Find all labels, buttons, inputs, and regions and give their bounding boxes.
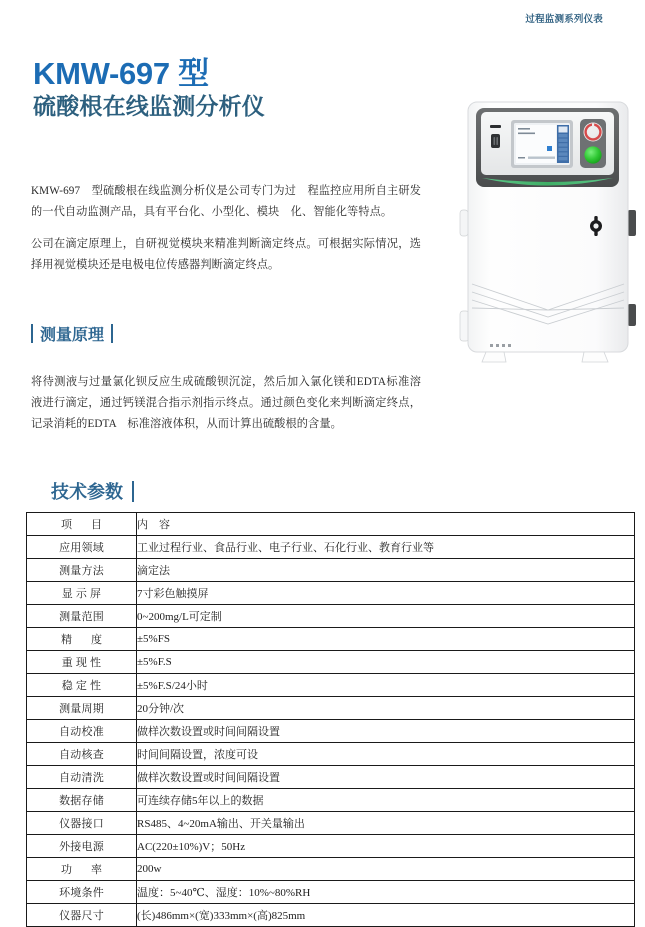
table-cell-key: 自动清洗 <box>27 766 137 789</box>
table-cell-key: 测量方法 <box>27 559 137 582</box>
section-heading-specs-label: 技术参数 <box>51 482 123 502</box>
table-row <box>27 605 635 628</box>
usb-port-icon <box>491 134 500 148</box>
table-row <box>27 628 635 651</box>
table-cell-value: RS485、4~20mA输出、开关量输出 <box>137 812 635 835</box>
table-cell-key: 仪器接口 <box>27 812 137 835</box>
table-header-row <box>27 513 635 536</box>
cabinet-foot-left <box>482 352 506 362</box>
page-title: KMW-697 型 <box>33 56 209 91</box>
table-row <box>27 858 635 881</box>
table-cell-value: 0~200mg/L可定制 <box>137 605 635 628</box>
table-cell-key: 自动校准 <box>27 720 137 743</box>
table-cell-value: 滴定法 <box>137 559 635 582</box>
table-cell-value: ±5%FS <box>137 628 635 651</box>
table-cell-key: 环境条件 <box>27 881 137 904</box>
table-cell-value: 做样次数设置或时间间隔设置 <box>137 766 635 789</box>
table-row <box>27 743 635 766</box>
table-row <box>27 697 635 720</box>
table-cell-value: 200w <box>137 858 635 881</box>
power-indicator-button <box>584 146 601 163</box>
principle-body-text: 将待测液与过量氯化钡反应生成硫酸钡沉淀，然后加入氯化镁和EDTA标准溶液进行滴定，通过钙镁混合指示剂指示终点。通过颜色变化来判断滴定终点，记录消耗的EDTA 标准溶液体积，从而计算出硫酸根的含量。 <box>31 376 421 431</box>
table-cell-key: 功 率 <box>27 858 137 881</box>
table-cell-value: (长)486mm×(宽)333mm×(高)825mm <box>137 904 635 927</box>
table-cell-key: 仪器尺寸 <box>27 904 137 927</box>
section-heading-principle-label: 测量原理 <box>40 327 105 344</box>
intro-paragraph-1: KMW-697 型硫酸根在线监测分析仪是公司专门为过 程监控应用所自主研发的一代自动监测产品，具有平台化、小型化、模块 化、智能化等特点。 <box>31 185 421 219</box>
table-cell-value: 7寸彩色触摸屏 <box>137 582 635 605</box>
spec-table-container <box>26 512 635 927</box>
intro-paragraph-2: 公司在滴定原理上，自研视觉模块来精准判断滴定终点。可根据实际情况，选择用视觉模块还是电极电位传感器判断滴定终点。 <box>31 238 421 272</box>
table-row <box>27 536 635 559</box>
table-cell-key: 重 现 性 <box>27 651 137 674</box>
table-cell-key: 自动核查 <box>27 743 137 766</box>
screen-marker-icon <box>547 146 552 151</box>
cabinet-foot-right <box>582 352 608 362</box>
table-cell-key: 外接电源 <box>27 835 137 858</box>
product-image <box>458 98 638 366</box>
title-block <box>33 57 363 121</box>
heading-bar-left-icon <box>31 324 33 343</box>
table-row <box>27 766 635 789</box>
page-subtitle: 硫酸根在线监测分析仪 <box>33 93 265 120</box>
principle-section <box>31 361 421 446</box>
table-cell-value: 时间间隔设置，浓度可设 <box>137 743 635 766</box>
table-cell-value: ±5%F.S/24小时 <box>137 674 635 697</box>
intro-section <box>31 170 421 288</box>
table-row <box>27 904 635 927</box>
table-row <box>27 789 635 812</box>
table-cell-key: 稳 定 性 <box>27 674 137 697</box>
section-heading-principle <box>31 322 113 345</box>
table-cell-value: 做样次数设置或时间间隔设置 <box>137 720 635 743</box>
spec-table <box>26 512 635 927</box>
table-row <box>27 835 635 858</box>
table-cell-key: 精 度 <box>27 628 137 651</box>
table-cell-value: 20分钟/次 <box>137 697 635 720</box>
table-row <box>27 812 635 835</box>
table-cell-key: 应用领域 <box>27 536 137 559</box>
table-cell-key: 显 示 屏 <box>27 582 137 605</box>
table-row <box>27 720 635 743</box>
table-row <box>27 651 635 674</box>
table-row <box>27 559 635 582</box>
right-lower-bracket-icon <box>628 304 636 326</box>
heading-bar-right-icon <box>111 324 113 343</box>
table-header-cell-content: 内 容 <box>137 513 635 536</box>
screen-progress-bar <box>528 157 555 159</box>
table-cell-value: 温度：5~40℃、湿度：10%~80%RH <box>137 881 635 904</box>
table-cell-key: 数据存储 <box>27 789 137 812</box>
table-row <box>27 582 635 605</box>
running-header-title: 过程监测系列仪表 <box>525 14 603 25</box>
table-cell-key: 测量范围 <box>27 605 137 628</box>
right-bracket-icon <box>628 210 636 236</box>
table-header-cell-item: 项 目 <box>27 513 137 536</box>
section-heading-specs <box>42 478 134 504</box>
table-cell-value: ±5%F.S <box>137 651 635 674</box>
left-bracket-icon <box>460 210 468 236</box>
panel-label-icon <box>490 125 501 128</box>
heading-bar-specs-icon <box>132 481 134 502</box>
table-cell-value: 工业过程行业、食品行业、电子行业、石化行业、教育行业等 <box>137 536 635 559</box>
table-row <box>27 674 635 697</box>
table-cell-value: 可连续存储5年以上的数据 <box>137 789 635 812</box>
table-cell-key: 测量周期 <box>27 697 137 720</box>
table-row <box>27 881 635 904</box>
table-cell-value: AC(220±10%)V；50Hz <box>137 835 635 858</box>
